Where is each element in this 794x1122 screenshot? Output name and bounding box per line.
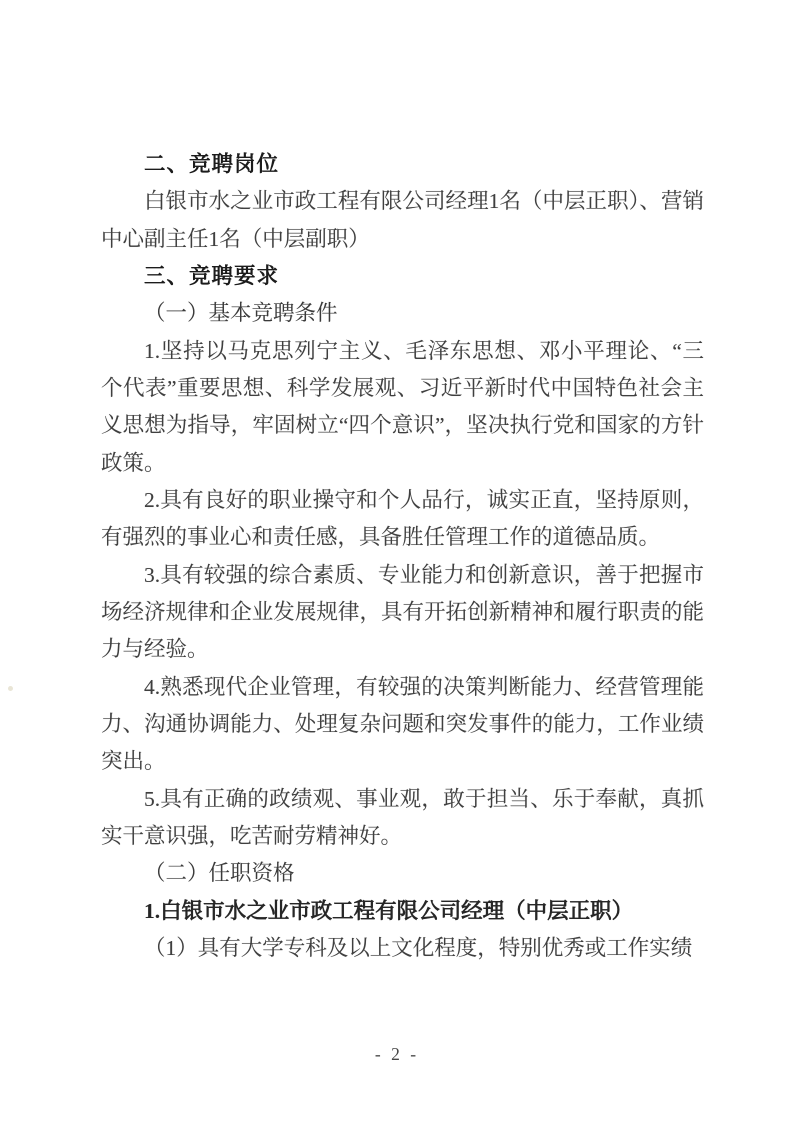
paragraph-condition-4: 4.熟悉现代企业管理，有较强的决策判断能力、经营管理能力、沟通协调能力、处理复杂问题和突发事件的能力，工作业绩突出。 bbox=[101, 674, 704, 774]
heading-requirements: 三、竞聘要求 bbox=[144, 263, 280, 288]
scan-speck bbox=[8, 686, 13, 691]
paragraph-qualification-1: （1）具有大学专科及以上文化程度，特别优秀或工作实绩 bbox=[144, 935, 693, 960]
subheading-qualifications: （二）任职资格 bbox=[144, 861, 295, 886]
subheading-basic-conditions: （一）基本竞聘条件 bbox=[144, 301, 338, 326]
page-number: - 2 - bbox=[374, 1044, 420, 1064]
paragraph-condition-2: 2.具有良好的职业操守和个人品行，诚实正直，坚持原则，有强烈的事业心和责任感，具备胜任管理工作的道德品质。 bbox=[101, 487, 704, 550]
paragraph-condition-3: 3.具有较强的综合素质、专业能力和创新意识，善于把握市场经济规律和企业发展规律，具有开拓创新精神和履行职责的能力与经验。 bbox=[101, 562, 704, 662]
paragraph-condition-1: 1.坚持以马克思列宁主义、毛泽东思想、邓小平理论、“三个代表”重要思想、科学发展观、习近平新时代中国特色社会主义思想为指导，牢固树立“四个意识”，坚决执行党和国家的方针政策。 bbox=[101, 338, 704, 475]
heading-positions: 二、竞聘岗位 bbox=[144, 152, 280, 176]
paragraph-positions-list: 白银市水之业市政工程有限公司经理1名（中层正职）、营销中心副主任1名（中层副职） bbox=[101, 189, 704, 251]
document-content bbox=[101, 146, 704, 967]
paragraph-condition-5: 5.具有正确的政绩观、事业观，敢于担当、乐于奉献，真抓实干意识强，吃苦耐劳精神好。 bbox=[101, 786, 704, 848]
subheading-manager-position: 1.白银市水之业市政工程有限公司经理（中层正职） bbox=[144, 898, 634, 923]
